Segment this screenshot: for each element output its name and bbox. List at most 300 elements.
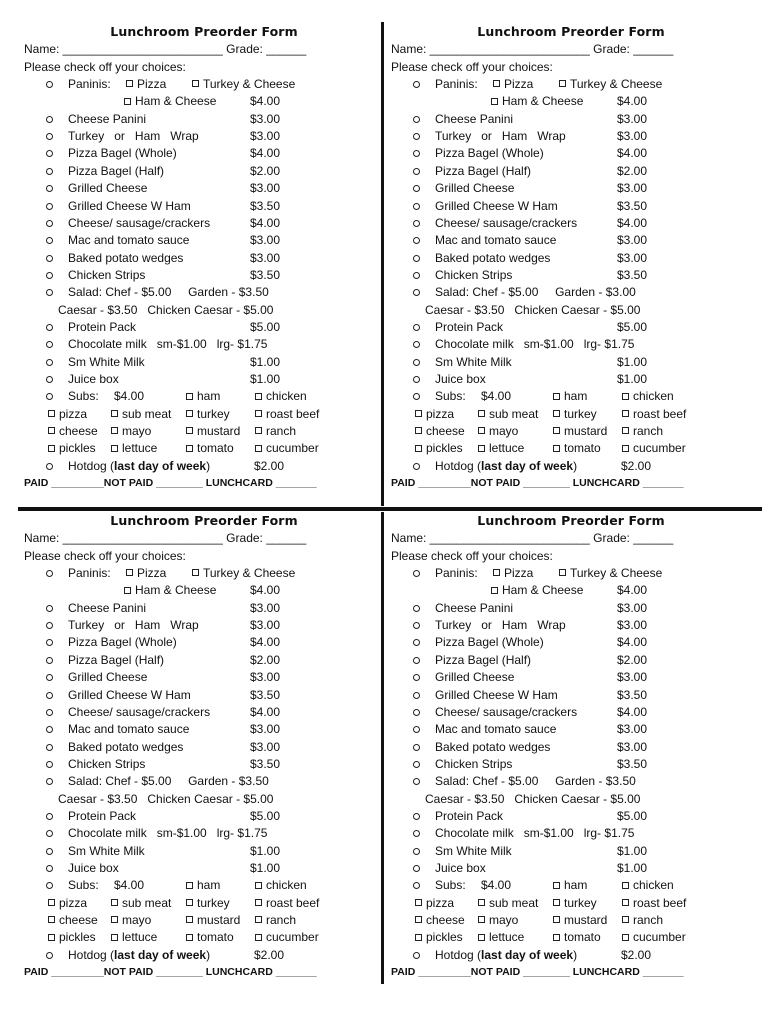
radio-bullet-icon[interactable] — [413, 150, 420, 157]
radio-bullet-icon[interactable] — [46, 255, 53, 262]
menu-item-label: Turkey or Ham Wrap — [68, 618, 199, 633]
subs-option[interactable] — [622, 929, 686, 946]
radio-bullet-icon[interactable] — [413, 203, 420, 210]
menu-item-price: $5.00 — [250, 319, 281, 334]
hotdog-price: $2.00 — [621, 947, 652, 962]
checkbox-icon[interactable] — [111, 934, 118, 941]
radio-bullet-icon[interactable] — [413, 463, 420, 470]
payment-status-line[interactable] — [391, 475, 751, 492]
radio-bullet-icon[interactable] — [46, 133, 53, 140]
radio-bullet-icon[interactable] — [413, 813, 420, 820]
name-grade-line[interactable] — [24, 530, 384, 547]
radio-bullet-icon[interactable] — [46, 761, 53, 768]
subs-option-label: cheese — [426, 424, 465, 439]
name-grade-line[interactable] — [391, 41, 751, 58]
radio-bullet-icon[interactable] — [413, 220, 420, 227]
menu-item — [391, 652, 751, 669]
checkbox-icon[interactable] — [622, 427, 629, 434]
radio-bullet-icon[interactable] — [46, 692, 53, 699]
menu-item-price: $4.00 — [617, 215, 648, 230]
menu-item — [391, 860, 751, 877]
subs-option[interactable] — [48, 406, 87, 423]
checkbox-icon[interactable] — [48, 899, 55, 906]
radio-bullet-icon[interactable] — [413, 605, 420, 612]
radio-bullet-icon[interactable] — [413, 393, 420, 400]
payment-status-text: PAID _________NOT PAID ________ LUNCHCARD _______ — [391, 477, 684, 490]
checkbox-icon[interactable] — [48, 445, 55, 452]
radio-bullet-icon[interactable] — [413, 255, 420, 262]
checkbox-icon[interactable] — [48, 934, 55, 941]
radio-bullet-icon[interactable] — [46, 813, 53, 820]
radio-bullet-icon[interactable] — [46, 341, 53, 348]
subs-options-row — [391, 423, 751, 440]
hotdog-pre: Hotdog ( — [68, 947, 115, 962]
hotdog-bold: last day of week — [114, 458, 207, 473]
panini-ham-cheese-option[interactable] — [124, 582, 216, 599]
subs-option[interactable] — [186, 440, 234, 457]
subs-option[interactable] — [48, 895, 87, 912]
subs-option[interactable] — [111, 440, 157, 457]
radio-bullet-icon[interactable] — [413, 168, 420, 175]
menu-item-label: Pizza Bagel (Half) — [435, 652, 532, 667]
menu-item-label: Sm White Milk — [68, 354, 145, 369]
subs-label: Subs: — [68, 878, 99, 893]
radio-bullet-icon[interactable] — [413, 639, 420, 646]
radio-bullet-icon[interactable] — [413, 185, 420, 192]
subs-option[interactable] — [111, 929, 157, 946]
subs-option[interactable] — [255, 423, 296, 440]
subs-option-label: lettuce — [489, 441, 525, 456]
checkbox-icon[interactable] — [186, 410, 193, 417]
menu-item-label: Grilled Cheese W Ham — [68, 198, 191, 213]
subs-option-label: tomato — [564, 441, 601, 456]
checkbox-icon[interactable] — [415, 427, 422, 434]
subs-option[interactable] — [553, 406, 597, 423]
subs-option[interactable] — [415, 929, 463, 946]
radio-bullet-icon[interactable] — [413, 761, 420, 768]
panini-turkey-cheese-option-label: Turkey & Cheese — [570, 77, 663, 92]
menu-item — [24, 600, 384, 617]
panini-turkey-cheese-option-label: Turkey & Cheese — [203, 566, 296, 581]
name-grade-line[interactable] — [24, 41, 384, 58]
subs-price: $4.00 — [481, 389, 512, 404]
subs-ham-option-label: ham — [197, 389, 221, 404]
subs-option-label: cucumber — [633, 930, 686, 945]
subs-ham-option[interactable] — [553, 388, 587, 405]
checkbox-icon[interactable] — [192, 569, 199, 576]
panini-turkey-cheese-option[interactable] — [192, 565, 295, 582]
menu-item — [391, 600, 751, 617]
subs-option[interactable] — [553, 929, 601, 946]
radio-bullet-icon[interactable] — [413, 692, 420, 699]
radio-bullet-icon[interactable] — [46, 657, 53, 664]
checkbox-icon[interactable] — [186, 393, 193, 400]
menu-item-label: Cheese Panini — [68, 600, 147, 615]
paninis-row-2 — [24, 93, 384, 110]
menu-item — [24, 687, 384, 704]
checkbox-icon[interactable] — [622, 445, 629, 452]
subs-option[interactable] — [186, 895, 230, 912]
radio-bullet-icon[interactable] — [46, 882, 53, 889]
instruction-text: Please check off your choices: — [24, 548, 186, 563]
paninis-price: $4.00 — [250, 583, 281, 598]
payment-status-line[interactable] — [24, 475, 384, 492]
menu-item-label: Protein Pack — [435, 319, 504, 334]
checkbox-icon[interactable] — [559, 80, 566, 87]
checkbox-icon[interactable] — [559, 569, 566, 576]
menu-item-label: Grilled Cheese W Ham — [435, 198, 558, 213]
checkbox-icon[interactable] — [126, 80, 133, 87]
checkbox-icon[interactable] — [415, 916, 422, 923]
checkbox-icon[interactable] — [553, 410, 560, 417]
subs-option[interactable] — [415, 406, 454, 423]
subs-option[interactable] — [478, 912, 518, 929]
checkbox-icon[interactable] — [111, 410, 118, 417]
subs-option[interactable] — [553, 895, 597, 912]
subs-option[interactable] — [478, 406, 538, 423]
hotdog-row — [391, 458, 751, 475]
radio-bullet-icon[interactable] — [413, 830, 420, 837]
radio-bullet-icon[interactable] — [46, 324, 53, 331]
checkbox-icon[interactable] — [255, 410, 262, 417]
checkbox-icon[interactable] — [48, 410, 55, 417]
checkbox-icon[interactable] — [124, 98, 131, 105]
checkbox-icon[interactable] — [491, 98, 498, 105]
subs-option-label: mayo — [489, 424, 519, 439]
checkbox-icon[interactable] — [553, 393, 560, 400]
subs-option[interactable] — [415, 912, 465, 929]
menu-item-price: $4.00 — [617, 146, 648, 161]
menu-item-price: $1.00 — [617, 372, 648, 386]
menu-item-label: Pizza Bagel (Half) — [435, 163, 532, 178]
checkbox-icon[interactable] — [553, 445, 560, 452]
subs-option-label: mustard — [564, 913, 608, 928]
radio-bullet-icon[interactable] — [46, 168, 53, 175]
subs-option-label: roast beef — [633, 406, 687, 421]
subs-option[interactable] — [255, 895, 319, 912]
menu-item-label: Pizza Bagel (Whole) — [68, 635, 177, 650]
menu-item-price: $3.50 — [617, 267, 648, 282]
radio-bullet-icon[interactable] — [413, 744, 420, 751]
subs-option[interactable] — [415, 423, 465, 440]
subs-option[interactable] — [622, 423, 663, 440]
subs-options-row — [391, 912, 751, 929]
subs-option[interactable] — [186, 929, 234, 946]
checkbox-icon[interactable] — [478, 445, 485, 452]
subs-option[interactable] — [478, 440, 524, 457]
checkbox-icon[interactable] — [186, 445, 193, 452]
checkbox-icon[interactable] — [553, 427, 560, 434]
checkbox-icon[interactable] — [111, 427, 118, 434]
subs-option[interactable] — [622, 895, 686, 912]
radio-bullet-icon[interactable] — [46, 778, 53, 785]
checkbox-icon[interactable] — [622, 882, 629, 889]
payment-status-text: PAID _________NOT PAID ________ LUNCHCARD _______ — [391, 966, 684, 979]
subs-option-label: cucumber — [266, 441, 319, 456]
menu-item-price: $3.00 — [250, 618, 281, 633]
paninis-row — [391, 565, 751, 582]
radio-bullet-icon[interactable] — [413, 81, 420, 88]
radio-bullet-icon[interactable] — [413, 952, 420, 959]
menu-item-price: $3.00 — [617, 250, 648, 265]
subs-option[interactable] — [255, 929, 319, 946]
radio-bullet-icon[interactable] — [46, 744, 53, 751]
subs-option[interactable] — [111, 406, 171, 423]
panini-pizza-option[interactable] — [126, 76, 166, 93]
radio-bullet-icon[interactable] — [46, 150, 53, 157]
radio-bullet-icon[interactable] — [46, 81, 53, 88]
radio-bullet-icon[interactable] — [46, 272, 53, 279]
subs-chicken-option[interactable] — [622, 388, 674, 405]
checkbox-icon[interactable] — [111, 916, 118, 923]
menu-item-label: Protein Pack — [68, 319, 137, 334]
subs-row — [391, 877, 751, 894]
radio-bullet-icon[interactable] — [46, 830, 53, 837]
radio-bullet-icon[interactable] — [46, 848, 53, 855]
paninis-label: Paninis: — [68, 566, 111, 581]
subs-option-label: roast beef — [633, 895, 687, 910]
menu-item-price: $3.50 — [250, 198, 281, 213]
paninis-row-2 — [24, 582, 384, 599]
menu-item-price: $3.50 — [617, 756, 648, 771]
panini-turkey-cheese-option[interactable] — [192, 76, 295, 93]
checkbox-icon[interactable] — [186, 916, 193, 923]
radio-bullet-icon[interactable] — [46, 709, 53, 716]
subs-option[interactable] — [255, 406, 319, 423]
checkbox-icon[interactable] — [622, 410, 629, 417]
radio-bullet-icon[interactable] — [413, 709, 420, 716]
radio-bullet-icon[interactable] — [413, 116, 420, 123]
checkbox-icon[interactable] — [415, 410, 422, 417]
radio-bullet-icon[interactable] — [46, 116, 53, 123]
subs-option[interactable] — [478, 895, 538, 912]
checkbox-icon[interactable] — [493, 569, 500, 576]
subs-ham-option[interactable] — [186, 388, 220, 405]
checkbox-icon[interactable] — [186, 882, 193, 889]
checkbox-icon[interactable] — [126, 569, 133, 576]
checkbox-icon[interactable] — [553, 882, 560, 889]
radio-bullet-icon[interactable] — [413, 237, 420, 244]
checkbox-icon[interactable] — [478, 934, 485, 941]
checkbox-icon[interactable] — [255, 899, 262, 906]
salad-caesar-label: Caesar - $3.50 Chicken Caesar - $5.00 — [425, 302, 641, 317]
radio-bullet-icon[interactable] — [413, 570, 420, 577]
checkbox-icon[interactable] — [48, 427, 55, 434]
subs-chicken-option[interactable] — [255, 388, 307, 405]
radio-bullet-icon[interactable] — [413, 376, 420, 383]
subs-option-label: mayo — [489, 913, 519, 928]
menu-item-price: $3.00 — [617, 739, 648, 754]
radio-bullet-icon[interactable] — [413, 657, 420, 664]
checkbox-icon[interactable] — [478, 410, 485, 417]
subs-ham-option[interactable] — [186, 877, 220, 894]
radio-bullet-icon[interactable] — [413, 865, 420, 872]
panini-ham-cheese-option[interactable] — [124, 93, 216, 110]
checkbox-icon[interactable] — [111, 445, 118, 452]
subs-option[interactable] — [111, 423, 151, 440]
radio-bullet-icon[interactable] — [413, 133, 420, 140]
payment-status-line[interactable] — [391, 964, 751, 981]
checkbox-icon[interactable] — [415, 445, 422, 452]
radio-bullet-icon[interactable] — [46, 952, 53, 959]
checkbox-icon[interactable] — [493, 80, 500, 87]
subs-option[interactable] — [48, 423, 98, 440]
menu-item-label: Pizza Bagel (Whole) — [68, 146, 177, 161]
subs-option-label: pizza — [59, 895, 88, 910]
radio-bullet-icon[interactable] — [46, 289, 53, 296]
checkbox-icon[interactable] — [111, 899, 118, 906]
radio-bullet-icon[interactable] — [46, 674, 53, 681]
radio-bullet-icon[interactable] — [413, 882, 420, 889]
checkbox-icon[interactable] — [255, 882, 262, 889]
subs-option-label: ranch — [633, 913, 664, 928]
checkbox-icon[interactable] — [192, 80, 199, 87]
checkbox-icon[interactable] — [415, 934, 422, 941]
name-grade-line[interactable] — [391, 530, 751, 547]
checkbox-icon[interactable] — [186, 899, 193, 906]
panini-ham-cheese-option[interactable] — [491, 93, 583, 110]
menu-item-label: Grilled Cheese — [68, 670, 148, 685]
subs-option[interactable] — [255, 440, 319, 457]
menu-item-price: $3.00 — [250, 670, 281, 685]
checkbox-icon[interactable] — [255, 445, 262, 452]
checkbox-icon[interactable] — [255, 427, 262, 434]
subs-option[interactable] — [111, 912, 151, 929]
radio-bullet-icon[interactable] — [46, 185, 53, 192]
salad-caesar-label: Caesar - $3.50 Chicken Caesar - $5.00 — [58, 791, 274, 806]
subs-option[interactable] — [111, 895, 171, 912]
radio-bullet-icon[interactable] — [413, 848, 420, 855]
menu-item-price: $4.00 — [250, 635, 281, 650]
checkbox-icon[interactable] — [478, 899, 485, 906]
panini-ham-cheese-option[interactable] — [491, 582, 583, 599]
checkbox-icon[interactable] — [255, 916, 262, 923]
menu-item-price: $1.00 — [617, 354, 648, 369]
salad-row-2 — [391, 302, 751, 319]
radio-bullet-icon[interactable] — [46, 220, 53, 227]
subs-option[interactable] — [415, 440, 463, 457]
checkbox-icon[interactable] — [553, 899, 560, 906]
subs-option[interactable] — [622, 912, 663, 929]
radio-bullet-icon[interactable] — [46, 605, 53, 612]
radio-bullet-icon[interactable] — [413, 341, 420, 348]
checkbox-icon[interactable] — [478, 427, 485, 434]
subs-option[interactable] — [255, 912, 296, 929]
menu-item-label: Pizza Bagel (Whole) — [435, 146, 544, 161]
subs-option[interactable] — [415, 895, 454, 912]
checkbox-icon[interactable] — [553, 934, 560, 941]
checkbox-icon[interactable] — [48, 916, 55, 923]
radio-bullet-icon[interactable] — [46, 376, 53, 383]
checkbox-icon[interactable] — [491, 587, 498, 594]
subs-option[interactable] — [553, 423, 607, 440]
subs-option[interactable] — [186, 423, 240, 440]
subs-option-label: pizza — [59, 406, 88, 421]
subs-option[interactable] — [478, 423, 518, 440]
radio-bullet-icon[interactable] — [46, 726, 53, 733]
subs-options-row — [24, 929, 384, 946]
form-title: Lunchroom Preorder Form — [477, 513, 665, 528]
subs-option[interactable] — [186, 406, 230, 423]
panini-pizza-option[interactable] — [126, 565, 166, 582]
subs-option[interactable] — [48, 929, 96, 946]
menu-item — [24, 825, 384, 842]
subs-option[interactable] — [553, 440, 601, 457]
radio-bullet-icon[interactable] — [46, 359, 53, 366]
radio-bullet-icon[interactable] — [413, 622, 420, 629]
checkbox-icon[interactable] — [186, 427, 193, 434]
checkbox-icon[interactable] — [478, 916, 485, 923]
checkbox-icon[interactable] — [186, 934, 193, 941]
checkbox-icon[interactable] — [622, 916, 629, 923]
checkbox-icon[interactable] — [553, 916, 560, 923]
radio-bullet-icon[interactable] — [46, 203, 53, 210]
subs-option[interactable] — [186, 912, 240, 929]
radio-bullet-icon[interactable] — [413, 289, 420, 296]
menu-item-label: Cheese/ sausage/crackers — [68, 704, 211, 719]
radio-bullet-icon[interactable] — [46, 237, 53, 244]
checkbox-icon[interactable] — [622, 899, 629, 906]
radio-bullet-icon[interactable] — [413, 359, 420, 366]
menu-item-label: Grilled Cheese — [68, 181, 148, 196]
menu-item-label: Turkey or Ham Wrap — [435, 618, 566, 633]
subs-options-row — [24, 406, 384, 423]
panini-turkey-cheese-option-label: Turkey & Cheese — [570, 566, 663, 581]
radio-bullet-icon[interactable] — [46, 463, 53, 470]
radio-bullet-icon[interactable] — [46, 865, 53, 872]
checkbox-icon[interactable] — [622, 393, 629, 400]
checkbox-icon[interactable] — [622, 934, 629, 941]
checkbox-icon[interactable] — [255, 934, 262, 941]
subs-option[interactable] — [553, 912, 607, 929]
menu-item — [24, 634, 384, 651]
panini-pizza-option[interactable] — [493, 76, 533, 93]
radio-bullet-icon[interactable] — [413, 272, 420, 279]
menu-item-label: Chocolate milk sm-$1.00 lrg- $1.75 — [68, 826, 268, 841]
menu-item-price: $3.00 — [617, 111, 648, 126]
radio-bullet-icon[interactable] — [413, 778, 420, 785]
subs-option[interactable] — [478, 929, 524, 946]
menu-item-label: Chocolate milk sm-$1.00 lrg- $1.75 — [435, 826, 635, 841]
subs-option[interactable] — [48, 440, 96, 457]
panini-turkey-cheese-option[interactable] — [559, 76, 662, 93]
radio-bullet-icon[interactable] — [46, 622, 53, 629]
subs-ham-option[interactable] — [553, 877, 587, 894]
radio-bullet-icon[interactable] — [46, 393, 53, 400]
checkbox-icon[interactable] — [124, 587, 131, 594]
subs-chicken-option[interactable] — [255, 877, 307, 894]
radio-bullet-icon[interactable] — [46, 570, 53, 577]
menu-item-price: $3.00 — [617, 670, 648, 685]
panini-pizza-option[interactable] — [493, 565, 533, 582]
checkbox-icon[interactable] — [415, 899, 422, 906]
radio-bullet-icon[interactable] — [46, 639, 53, 646]
subs-chicken-option[interactable] — [622, 877, 674, 894]
menu-item-label: Chicken Strips — [68, 267, 146, 282]
menu-item — [24, 163, 384, 180]
radio-bullet-icon[interactable] — [413, 674, 420, 681]
subs-chicken-option-label: chicken — [633, 878, 674, 893]
subs-option[interactable] — [622, 440, 686, 457]
radio-bullet-icon[interactable] — [413, 726, 420, 733]
payment-status-line[interactable] — [24, 964, 384, 981]
instruction-text: Please check off your choices: — [391, 548, 553, 563]
subs-option[interactable] — [48, 912, 98, 929]
radio-bullet-icon[interactable] — [413, 324, 420, 331]
subs-option[interactable] — [622, 406, 686, 423]
checkbox-icon[interactable] — [255, 393, 262, 400]
panini-turkey-cheese-option[interactable] — [559, 565, 662, 582]
